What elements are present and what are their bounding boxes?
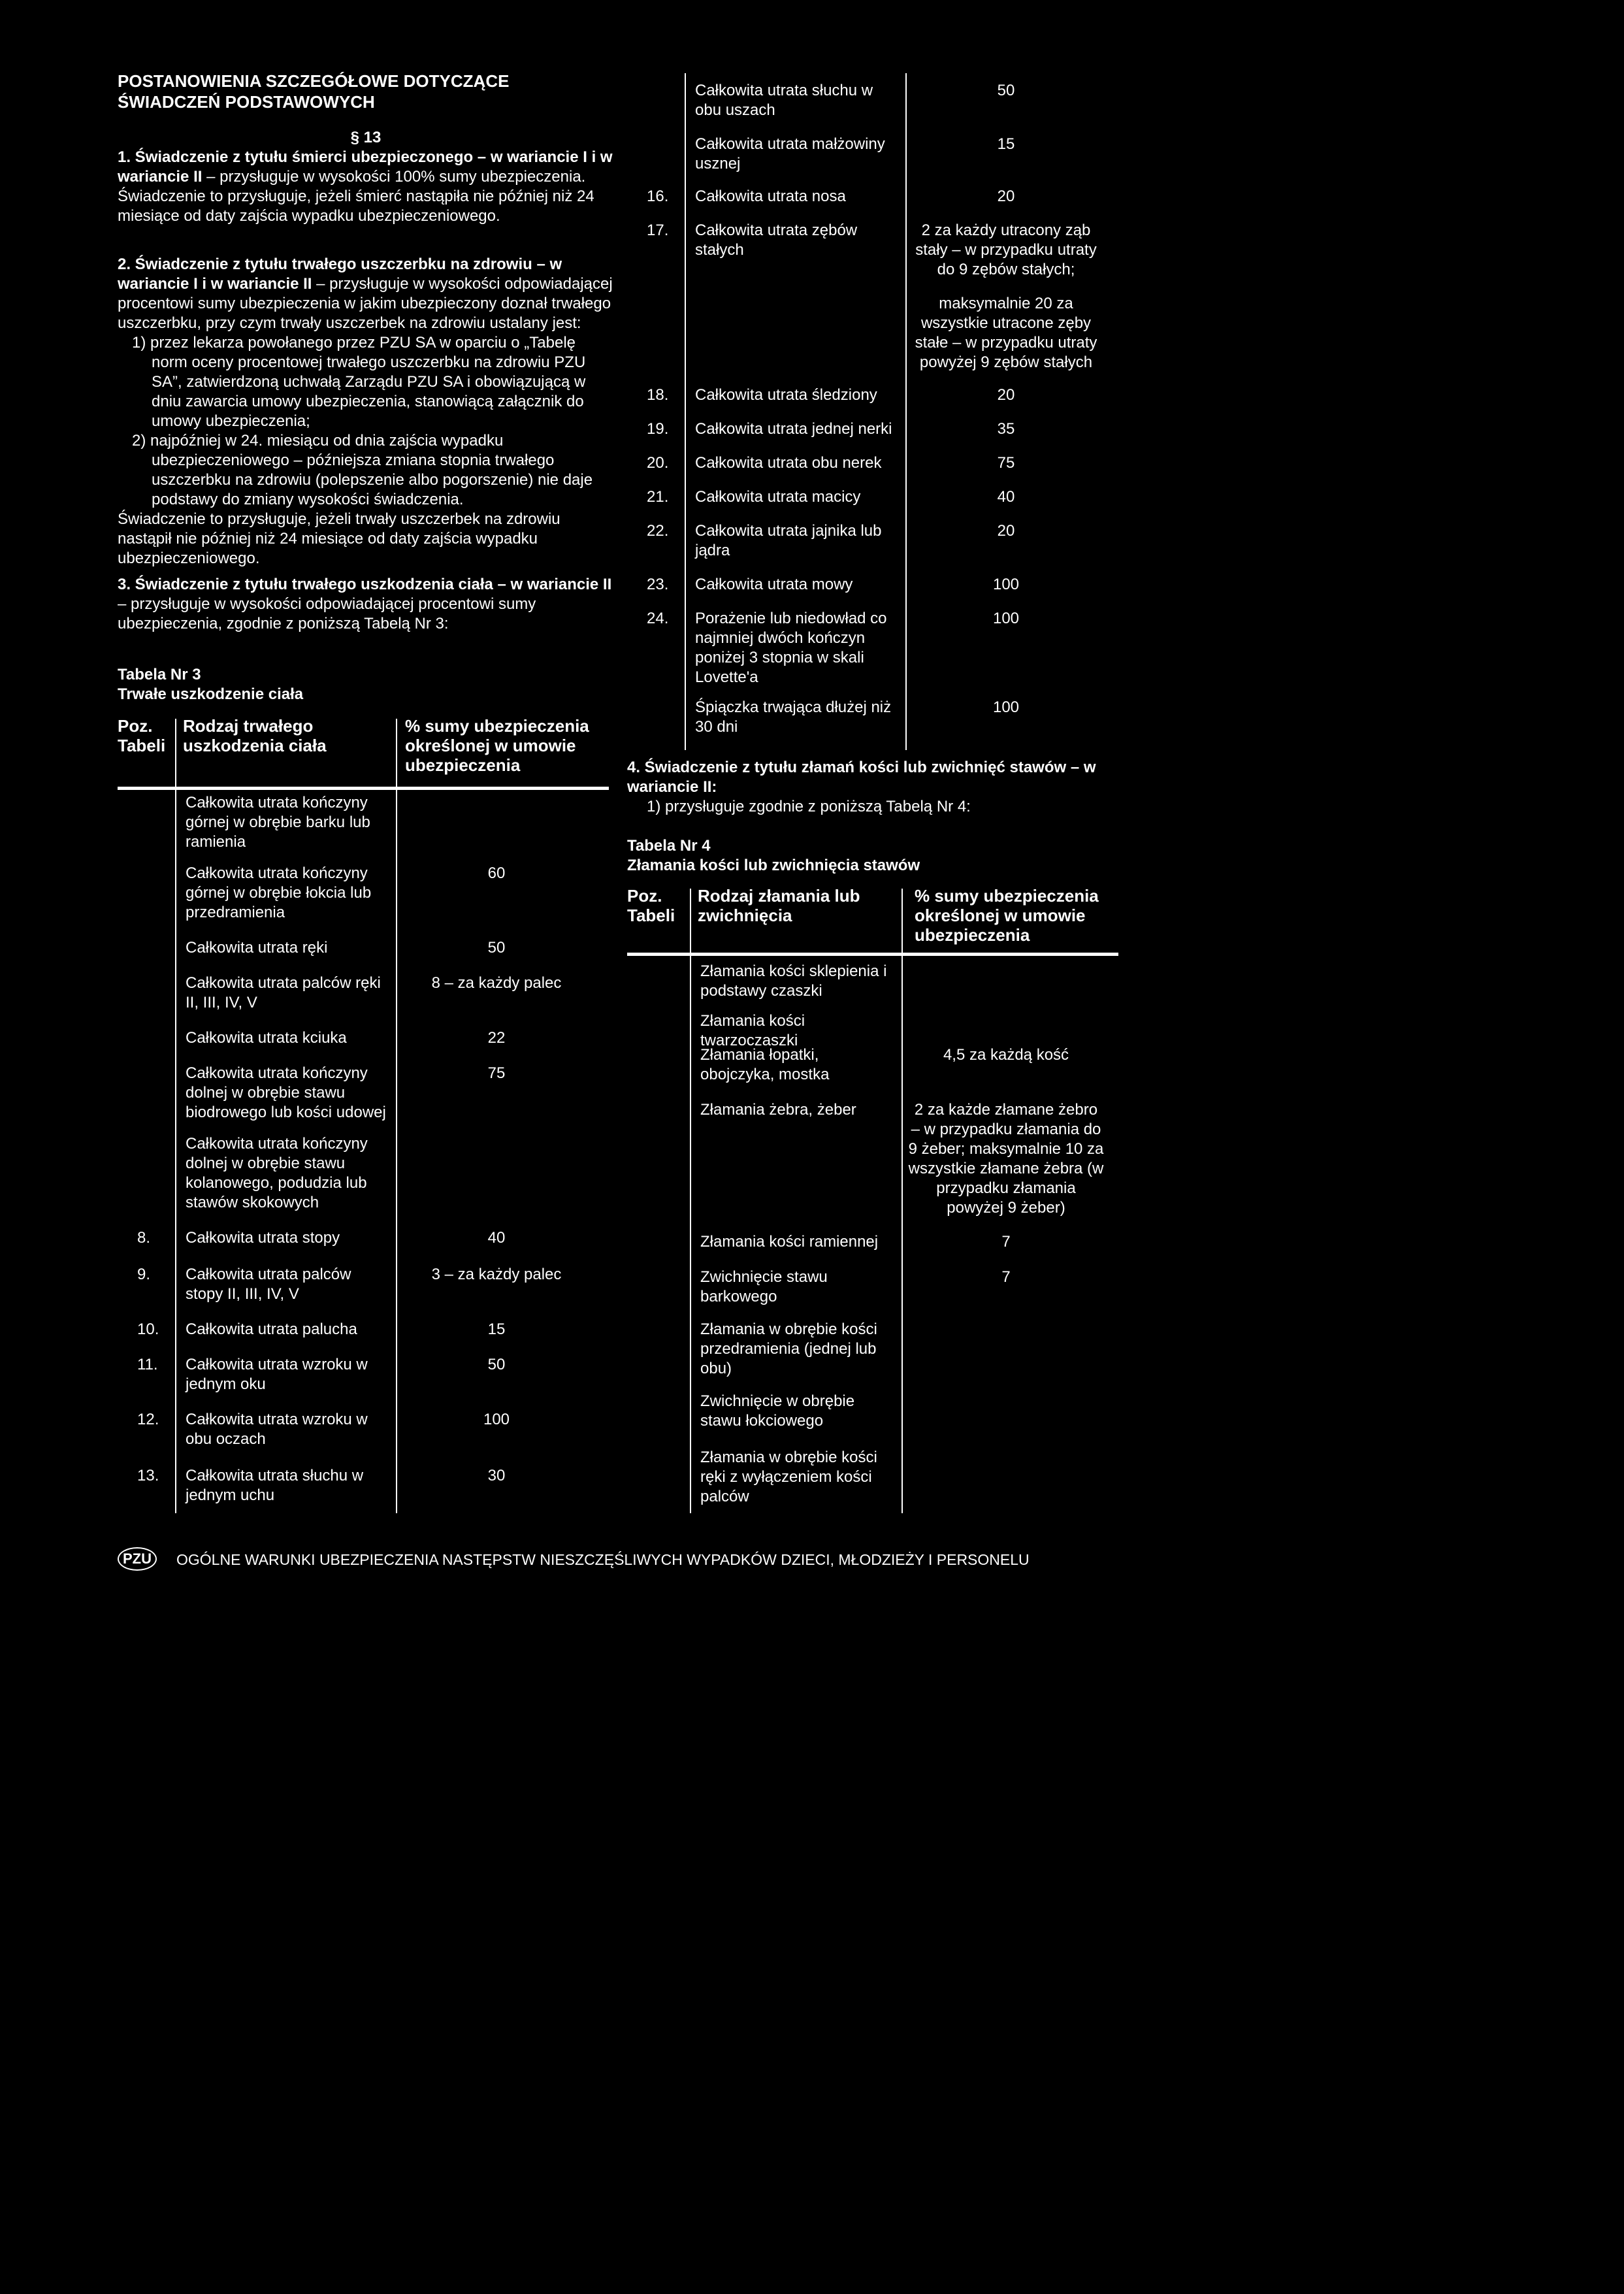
row-percent: 8 – za każdy palec	[431, 974, 562, 992]
row-number: 18.	[647, 386, 669, 404]
row-description: Złamania kości sklepienia i podstawy czaszki	[700, 962, 887, 1000]
row-percent: 75	[487, 1064, 506, 1082]
paragraph-3	[118, 575, 614, 634]
row-number: 10.	[137, 1320, 159, 1338]
header-title-line2: ŚWIADCZEŃ PODSTAWOWYCH	[118, 92, 375, 112]
row-description: Całkowita utrata kończyny dolnej w obrębie stawu biodrowego lub kości udowej	[186, 1064, 386, 1121]
row-description: Całkowita utrata palucha	[186, 1320, 357, 1338]
row-percent: 15	[997, 135, 1015, 153]
row-number: 20.	[647, 454, 669, 472]
para3-heading: 3. Świadczenie z tytułu trwałego uszkodzenia ciała – w wariancie II	[118, 576, 612, 593]
row-number: 22.	[647, 522, 669, 540]
row-number: 24.	[647, 610, 669, 627]
table4-title	[627, 836, 1124, 876]
paragraph-1	[118, 148, 614, 226]
row-description: Złamania kości ramiennej	[700, 1233, 879, 1251]
row-percent: 35	[997, 420, 1015, 438]
table4-title1: Tabela Nr 4	[627, 837, 711, 855]
row-percent: 20	[997, 386, 1015, 404]
row-description: Całkowita utrata palców ręki II, III, IV, V	[186, 974, 381, 1011]
para4-heading: 4. Świadczenie z tytułu złamań kości lub zwichnięć stawów – w wariancie II:	[627, 759, 1096, 796]
row-percent: 2 za każdy utracony ząb stały – w przypadku utraty do 9 zębów stałych;	[915, 221, 1097, 278]
row-percent: 7	[1001, 1268, 1011, 1286]
row-description: Całkowita utrata słuchu w jednym uchu	[186, 1467, 364, 1504]
table3-divider-2	[396, 719, 397, 1513]
row-number: 9.	[137, 1266, 151, 1283]
row-description: Całkowita utrata słuchu w obu uszach	[695, 82, 873, 119]
row-percent: 100	[992, 576, 1020, 593]
row-percent: 7	[1001, 1233, 1011, 1251]
row-description: Całkowita utrata jajnika lub jądra	[695, 522, 882, 559]
row-description: Całkowita utrata kończyny dolnej w obrębie stawu kolanowego, podudzia lub stawów skokowych	[186, 1135, 368, 1211]
para1-heading2: w wariancie I i w wariancie II	[118, 148, 613, 186]
row-percent: maksymalnie 20 za wszystkie utracone zęby stałe – w przypadku utraty powyżej 9 zębów stałych	[915, 295, 1097, 371]
row-description: Całkowita utrata małżowiny usznej	[695, 135, 885, 172]
table4-col-type: Rodzaj złamania lub zwichnięcia	[698, 886, 860, 925]
para4-item1: 1) przysługuje zgodnie z poniższą Tabelą Nr 4:	[647, 798, 971, 815]
row-description: Całkowita utrata palców stopy II, III, IV, V	[186, 1266, 351, 1303]
row-percent: 50	[487, 1356, 506, 1373]
row-percent: 40	[997, 488, 1015, 506]
para2-closing: Świadczenie to przysługuje, jeżeli trwały uszczerbek na zdrowiu nastąpił nie później niż 24 miesiące od daty zajścia wypadku ubezpieczeniowego.	[118, 510, 560, 567]
row-description: Złamania w obrębie kości ręki z wyłączeniem kości palców	[700, 1449, 877, 1505]
table3-title2: Trwałe uszkodzenie ciała	[118, 685, 304, 703]
section-number: § 13	[350, 129, 382, 146]
table3-cont-divider-1	[685, 73, 686, 750]
table3-title	[118, 665, 614, 704]
row-percent: 50	[997, 82, 1015, 99]
row-description: Śpiączka trwająca dłużej niż 30 dni	[695, 698, 892, 736]
para2-text: – przysługuje w wysokości odpowiadającej procentowi sumy ubezpieczenia w jakim ubezpieczony doznał trwałego uszczerbku, przy czym trwały uszczerbek na zdrowiu ustalany jest:	[118, 275, 613, 332]
row-percent: 4,5 za każdą kość	[943, 1046, 1069, 1064]
para2-heading: 2. Świadczenie z tytułu trwałego uszczerbku na zdrowiu – w wariancie I i w wariancie II	[118, 255, 562, 293]
table4-divider-1	[690, 889, 691, 1513]
row-percent: 20	[997, 188, 1015, 205]
row-percent: 40	[487, 1229, 506, 1247]
row-percent: 3 – za każdy palec	[431, 1266, 562, 1283]
page-footer	[118, 1547, 1163, 1573]
pzu-logo: PZU	[118, 1547, 157, 1571]
row-number: 11.	[137, 1356, 158, 1373]
row-number: 13.	[137, 1467, 159, 1484]
para2-item1: 1) przez lekarza powołanego przez PZU SA w oparciu o „Tabelę norm oceny procentowej trwałego uszczerbku na zdrowiu PZU SA”, zatwierdzoną uchwałą Zarządu PZU SA i obowiązującą w dniu zawarcia umowy ubezpieczenia, stanowiącą załącznik do umowy ubezpieczenia;	[132, 334, 586, 430]
table4-col-percent: % sumy ubezpieczenia określonej w umowie ubezpieczenia	[915, 886, 1099, 945]
row-description: Złamania w obrębie kości przedramienia (jednej lub obu)	[700, 1320, 877, 1377]
para1-text: – przysługuje w wysokości 100% sumy ubezpieczenia. Świadczenie to przysługuje, jeżeli śmierć nastąpiła nie później niż 24 miesiące od daty zajścia wypadku ubezpieczeniowego.	[118, 168, 594, 225]
table3-title1: Tabela Nr 3	[118, 666, 201, 683]
row-percent: 100	[992, 698, 1020, 716]
row-description: Całkowita utrata jednej nerki	[695, 420, 892, 438]
row-percent: 100	[483, 1411, 510, 1428]
row-description: Porażenie lub niedowład co najmniej dwóch kończyn poniżej 3 stopnia w skali Lovette'a	[695, 610, 887, 686]
row-description: Złamania żebra, żeber	[700, 1101, 856, 1119]
row-description: Zwichnięcie stawu barkowego	[700, 1268, 828, 1305]
para3-text: – przysługuje w wysokości odpowiadającej procentowi sumy ubezpieczenia, zgodnie z poniższą Tabelą Nr 3:	[118, 595, 536, 632]
table4-col-poz: Poz. Tabeli	[627, 886, 675, 925]
table4-title2: Złamania kości lub zwichnięcia stawów	[627, 857, 920, 874]
row-percent: 75	[997, 454, 1015, 472]
row-description: Złamania kości twarzoczaszki	[700, 1012, 805, 1049]
table3-col-type: Rodzaj trwałego uszkodzenia ciała	[183, 716, 327, 755]
table4-header-rule	[627, 953, 1118, 956]
row-description: Całkowita utrata śledziony	[695, 386, 877, 404]
row-number: 21.	[647, 488, 669, 506]
row-percent: 15	[487, 1320, 506, 1338]
row-percent: 50	[487, 939, 506, 957]
row-number: 12.	[137, 1411, 159, 1428]
row-percent: 2 za każde złamane żebro – w przypadku złamania do 9 żeber; maksymalnie 10 za wszystkie złamane żebra (w przypadku złamania powyżej 9 żeber)	[908, 1101, 1104, 1217]
row-description: Całkowita utrata kończyny górnej w obrębie barku lub ramienia	[186, 794, 370, 851]
row-percent: 60	[487, 864, 506, 882]
table3-header	[118, 716, 614, 788]
row-percent: 30	[487, 1467, 506, 1484]
row-description: Całkowita utrata wzroku w jednym oku	[186, 1356, 368, 1393]
table3-cont-divider-2	[905, 73, 907, 750]
row-description: Całkowita utrata ręki	[186, 939, 328, 957]
table3-divider-1	[175, 719, 176, 1513]
row-description: Złamania łopatki, obojczyka, mostka	[700, 1046, 830, 1083]
row-description: Całkowita utrata kciuka	[186, 1029, 347, 1047]
row-description: Całkowita utrata obu nerek	[695, 454, 882, 472]
row-description: Całkowita utrata mowy	[695, 576, 853, 593]
footer-text: OGÓLNE WARUNKI UBEZPIECZENIA NASTĘPSTW NIESZCZĘŚLIWYCH WYPADKÓW DZIECI, MŁODZIEŻY I PERSONELU	[176, 1551, 1030, 1568]
row-description: Całkowita utrata stopy	[186, 1229, 340, 1247]
row-percent: 100	[992, 610, 1020, 627]
section-header	[118, 71, 614, 112]
table4-divider-2	[901, 889, 903, 1513]
table4-header	[627, 886, 1124, 951]
table3-col-percent: % sumy ubezpieczenia określonej w umowie ubezpieczenia	[405, 716, 589, 775]
row-number: 19.	[647, 420, 669, 438]
header-title-line1: POSTANOWIENIA SZCZEGÓŁOWE DOTYCZĄCE	[118, 71, 510, 91]
row-description: Całkowita utrata macicy	[695, 488, 861, 506]
table3-header-rule	[118, 787, 609, 790]
row-description: Całkowita utrata zębów stałych	[695, 221, 858, 259]
row-description: Całkowita utrata nosa	[695, 188, 846, 205]
row-description: Całkowita utrata wzroku w obu oczach	[186, 1411, 368, 1448]
paragraph-2	[118, 255, 614, 568]
table3-col-poz: Poz. Tabeli	[118, 716, 166, 755]
row-description: Całkowita utrata kończyny górnej w obrębie łokcia lub przedramienia	[186, 864, 372, 921]
row-percent: 22	[487, 1029, 506, 1047]
para1-heading: 1. Świadczenie z tytułu śmierci ubezpieczonego –	[118, 148, 487, 166]
row-number: 8.	[137, 1229, 151, 1247]
row-percent: 20	[997, 522, 1015, 540]
row-number: 17.	[647, 221, 669, 239]
row-number: 16.	[647, 188, 669, 205]
para2-item2: 2) najpóźniej w 24. miesiącu od dnia zajścia wypadku ubezpieczeniowego – późniejsza zmiana stopnia trwałego uszczerbku na zdrowiu (polepszenie albo pogorszenie) nie daje podstawy do zmiany wysokości świadczenia.	[132, 432, 593, 508]
row-description: Zwichnięcie w obrębie stawu łokciowego	[700, 1392, 855, 1430]
row-number: 23.	[647, 576, 669, 593]
paragraph-4	[627, 758, 1124, 817]
